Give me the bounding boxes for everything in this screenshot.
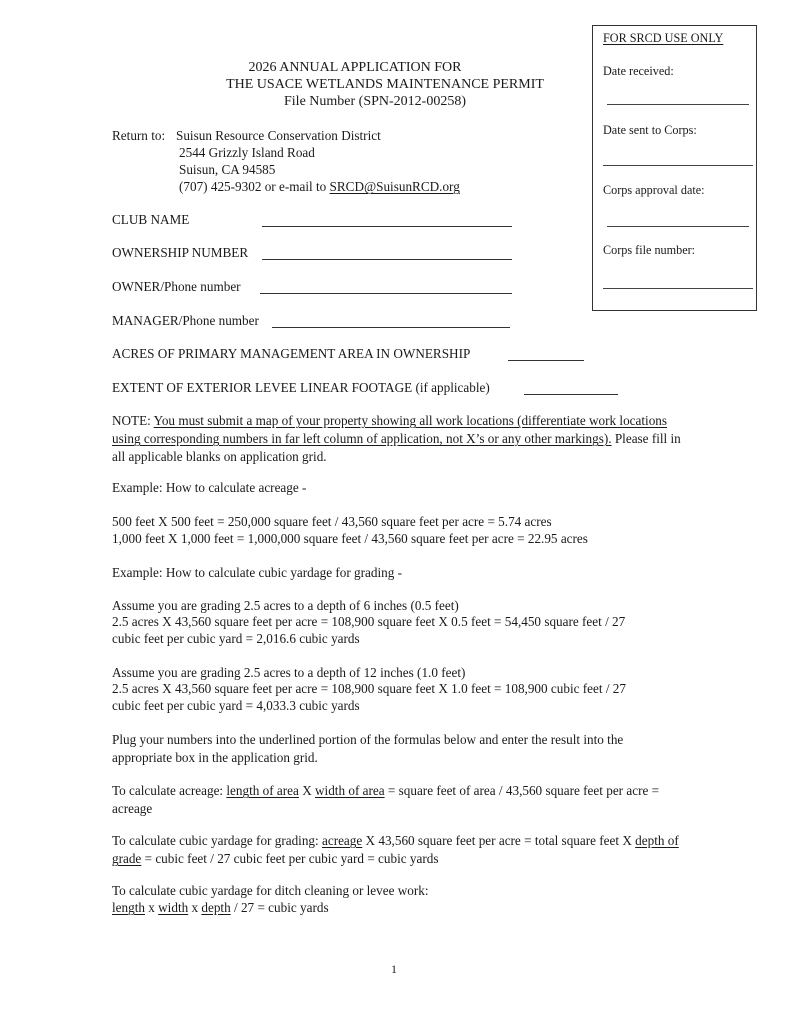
return-to-street: 2544 Grizzly Island Road xyxy=(179,145,315,160)
ditch-formula-rest: / 27 = cubic yards xyxy=(230,900,329,915)
date-sent-to-corps-field[interactable] xyxy=(603,165,753,166)
grading-case-1-line-2: 2.5 acres X 43,560 square feet per acre = 108,900 square feet X 0.5 feet = 54,450 square feet / 27 xyxy=(112,614,626,629)
example-grading-heading: Example: How to calculate cubic yardage for grading - xyxy=(112,565,403,580)
acreage-width-term: width of area xyxy=(315,783,385,798)
date-received-field[interactable] xyxy=(607,104,749,105)
acreage-formula xyxy=(112,782,687,818)
ownership-number-field[interactable] xyxy=(262,247,512,260)
grading-case-2-line-2: 2.5 acres X 43,560 square feet per acre = 108,900 square feet X 1.0 feet = 108,900 cubic feet / 27 xyxy=(112,681,626,696)
grading-formula-rest: = cubic feet / 27 cubic feet per cubic yard = cubic yards xyxy=(141,851,439,866)
note-underlined-text: You must submit a map of your property showing all work locations (differentiate work locations using corresponding numbers in far left column of application, not X’s or any other markings). xyxy=(112,413,668,446)
return-to-city: Suisun, CA 94585 xyxy=(179,162,276,177)
plug-instructions: Plug your numbers into the underlined portion of the formulas below and enter the result into the appropriate box in the application grid. xyxy=(112,732,624,765)
page-number: 1 xyxy=(391,962,397,976)
acreage-formula-prefix: To calculate acreage: xyxy=(112,783,227,798)
date-sent-to-corps-label: Date sent to Corps: xyxy=(603,123,697,137)
club-name-label: CLUB NAME xyxy=(112,212,190,227)
levee-linear-footage-field[interactable] xyxy=(524,382,618,395)
corps-approval-date-field[interactable] xyxy=(607,226,749,227)
manager-phone-label: MANAGER/Phone number xyxy=(112,313,259,328)
return-to-contact xyxy=(179,179,460,195)
date-received-label: Date received: xyxy=(603,64,674,78)
grading-case-2-line-3: cubic feet per cubic yard = 4,033.3 cubic yards xyxy=(112,698,360,713)
example-acreage-line-1: 500 feet X 500 feet = 250,000 square feet / 43,560 square feet per acre = 5.74 acres xyxy=(112,514,552,529)
return-to-label: Return to: xyxy=(112,128,166,143)
note-rest: Please fill in all applicable blanks on application grid. xyxy=(112,431,681,464)
ditch-formula-heading: To calculate cubic yardage for ditch cleaning or levee work: xyxy=(112,883,429,898)
acres-primary-management-label: ACRES OF PRIMARY MANAGEMENT AREA IN OWNERSHIP xyxy=(112,346,471,361)
ditch-times-2: x xyxy=(188,900,202,915)
grading-acreage-term: acreage xyxy=(321,833,363,848)
acreage-length-term: length of area xyxy=(226,783,299,798)
levee-linear-footage-label: EXTENT OF EXTERIOR LEVEE LINEAR FOOTAGE (if applicable) xyxy=(112,380,490,395)
grading-formula-mid: X 43,560 square feet per acre = total square feet X xyxy=(362,833,636,848)
owner-phone-field[interactable] xyxy=(260,281,512,294)
grading-formula-prefix: To calculate cubic yardage for grading: xyxy=(112,833,322,848)
ditch-depth-term: depth xyxy=(201,900,231,915)
srcd-use-only-box xyxy=(592,25,757,311)
example-acreage-line-2: 1,000 feet X 1,000 feet = 1,000,000 square feet / 43,560 square feet per acre = 22.95 acres xyxy=(112,531,588,546)
ownership-number-label: OWNERSHIP NUMBER xyxy=(112,245,249,260)
note-paragraph xyxy=(112,412,692,466)
title-line-2: THE USACE WETLANDS MAINTENANCE PERMIT xyxy=(226,77,544,92)
title-line-1: 2026 ANNUAL APPLICATION FOR xyxy=(248,60,462,75)
grading-case-2-line-1: Assume you are grading 2.5 acres to a depth of 12 inches (1.0 feet) xyxy=(112,665,466,680)
email-link[interactable]: SRCD@SuisunRCD.org xyxy=(329,179,460,194)
acres-primary-management-field[interactable] xyxy=(508,348,584,361)
ditch-length-term: length xyxy=(112,900,145,915)
corps-approval-date-label: Corps approval date: xyxy=(603,183,705,197)
acreage-times: X xyxy=(298,783,316,798)
ditch-times-1: x xyxy=(144,900,159,915)
grading-case-1-line-1: Assume you are grading 2.5 acres to a depth of 6 inches (0.5 feet) xyxy=(112,598,459,613)
srcd-box-title: FOR SRCD USE ONLY xyxy=(603,31,724,45)
ditch-width-term: width xyxy=(158,900,189,915)
owner-phone-label: OWNER/Phone number xyxy=(112,279,241,294)
return-to-org: Suisun Resource Conservation District xyxy=(176,128,381,143)
grading-formula xyxy=(112,832,680,868)
example-acreage-heading: Example: How to calculate acreage - xyxy=(112,480,307,495)
corps-file-number-label: Corps file number: xyxy=(603,243,696,257)
file-number: File Number (SPN-2012-00258) xyxy=(284,94,466,109)
grading-depth-term: depth of grade xyxy=(112,833,679,866)
corps-file-number-field[interactable] xyxy=(603,288,753,289)
note-prefix: NOTE: xyxy=(112,413,154,428)
grading-case-1-line-3: cubic feet per cubic yard = 2,016.6 cubic yards xyxy=(112,631,360,646)
club-name-field[interactable] xyxy=(262,214,512,227)
phone-text: (707) 425-9302 or e-mail to xyxy=(179,179,330,194)
acreage-formula-rest: = square feet of area / 43,560 square feet per acre = acreage xyxy=(112,783,660,816)
ditch-formula xyxy=(112,900,329,916)
manager-phone-field[interactable] xyxy=(272,315,510,328)
